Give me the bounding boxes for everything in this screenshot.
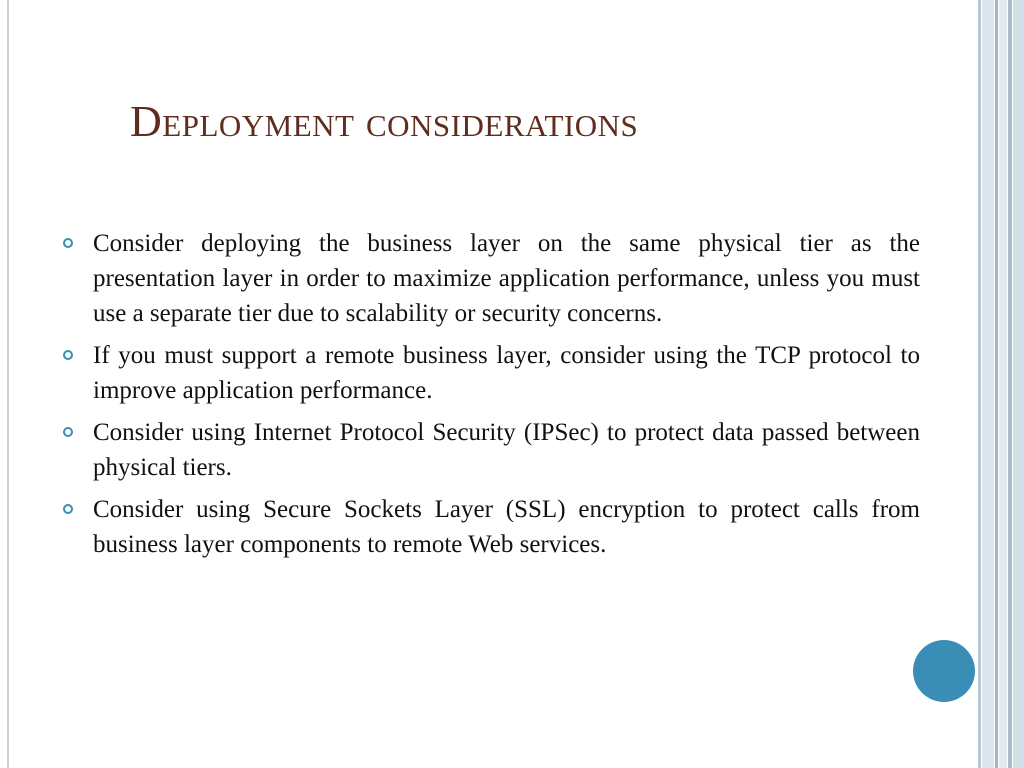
stripe xyxy=(978,0,981,768)
bullet-circle-icon xyxy=(63,504,73,514)
bullet-text: Consider using Internet Protocol Security (IPSec) to protect data passed between physical tiers. xyxy=(93,419,920,481)
bullet-item xyxy=(60,415,920,485)
bullet-circle-icon xyxy=(63,427,73,437)
bullet-item xyxy=(60,338,920,408)
corner-circle-decoration xyxy=(913,640,975,702)
right-edge-stripes xyxy=(978,0,1024,768)
bullet-item xyxy=(60,492,920,562)
bullet-text: Consider using Secure Sockets Layer (SSL) encryption to protect calls from business layer components to remote Web services. xyxy=(93,496,920,558)
stripe xyxy=(982,0,994,768)
stripe xyxy=(1013,0,1024,768)
bullet-text: If you must support a remote business layer, consider using the TCP protocol to improve application performance. xyxy=(93,342,920,404)
slide-title: Deployment considerations xyxy=(130,97,639,146)
stripe xyxy=(1008,0,1012,768)
stripe xyxy=(995,0,998,768)
bullet-circle-icon xyxy=(63,238,73,248)
bullet-list xyxy=(60,226,920,569)
stripe xyxy=(999,0,1007,768)
left-border-line xyxy=(7,0,9,768)
bullet-text: Consider deploying the business layer on the same physical tier as the presentation layer in order to maximize application performance, unless you must use a separate tier due to scalability or security concerns. xyxy=(93,230,920,327)
bullet-circle-icon xyxy=(63,350,73,360)
bullet-item xyxy=(60,226,920,331)
